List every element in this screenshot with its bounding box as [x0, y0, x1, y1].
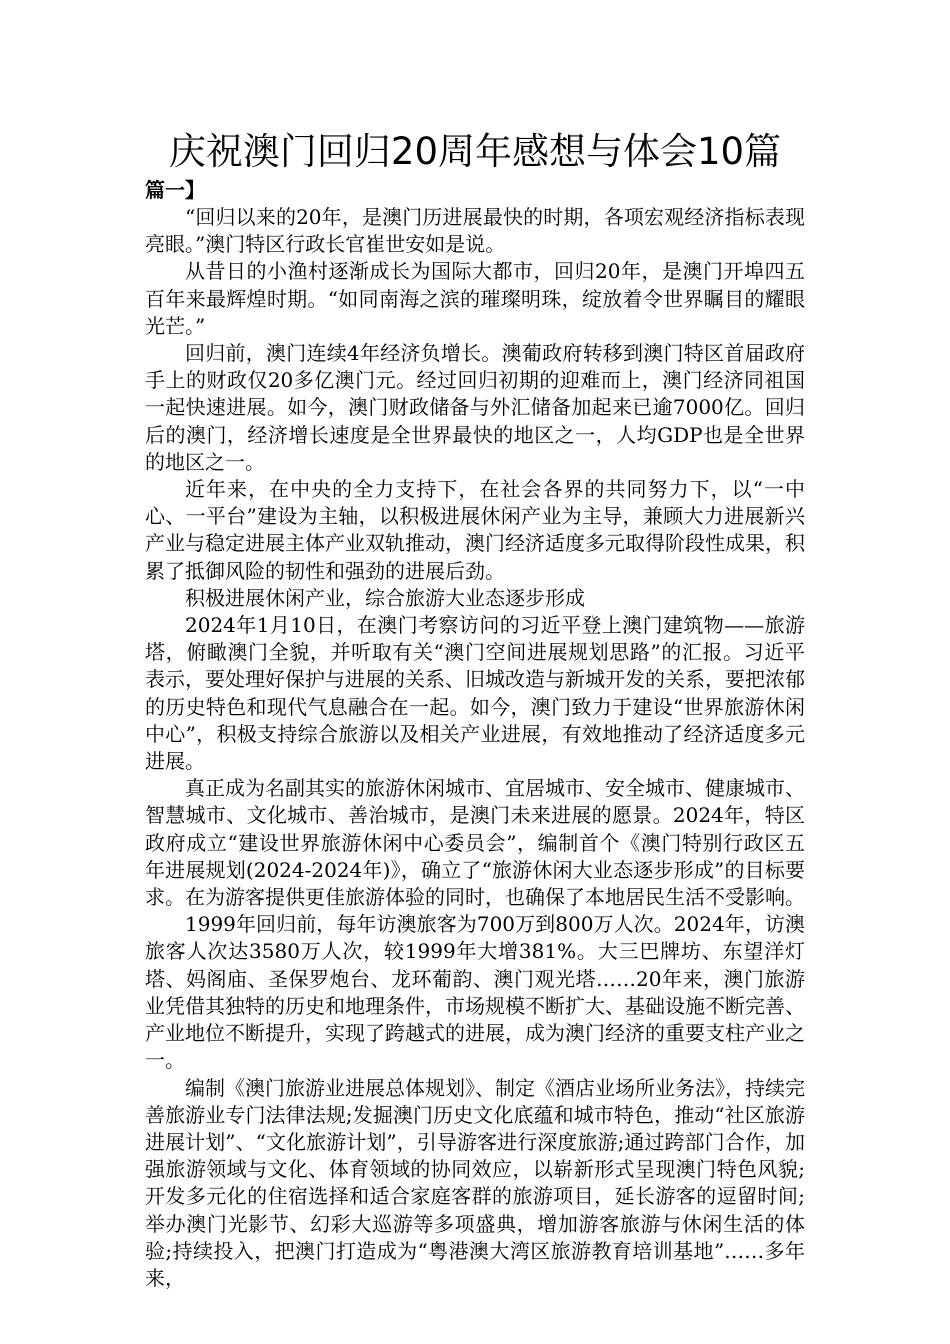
paragraph-7: 1999年回归前，每年访澳旅客为700万到800万人次。2024年，访澳旅客人次达3580万人次，较1999年大增381%。大三巴牌坊、东望洋灯塔、妈阁庙、圣保罗炮台、龙环葡韵、澳门观光塔……20年来，澳门旅游业凭借其独特的历史和地理条件，市场规模不断扩大、基础设施不断完善、产业地位不断提升，实现了跨越式的进展，成为澳门经济的重要支柱产业之一。 [145, 912, 805, 1073]
paragraph-8: 编制《澳门旅游业进展总体规划》、制定《酒店业场所业务法》，持续完善旅游业专门法律法规;发掘澳门历史文化底蕴和城市特色，推动“社区旅游进展计划”、“文化旅游计划”，引导游客进行深度旅游;通过跨部门合作，加强旅游领域与文化、体育领域的协同效应，以崭新形式呈现澳门特色风貌;开发多元化的住宿选择和适合家庭客群的旅游项目，延长游客的逗留时间;举办澳门光影节、幻彩大巡游等多项盛典，增加游客旅游与休闲生活的体验;持续投入，把澳门打造成为“粤港澳大湾区旅游教育培训基地”……多年来， [145, 1075, 805, 1290]
paragraph-5: 2024年1月10日，在澳门考察访问的习近平登上澳门建筑物——旅游塔，俯瞰澳门全貌，并听取有关“澳门空间进展规划思路”的汇报。习近平表示，要处理好保护与进展的关系、旧城改造与新城开发的关系，要把浓郁的历史特色和现代气息融合在一起。如今，澳门致力于建设“世界旅游休闲中心”，积极支持综合旅游以及相关产业进展，有效地推动了经济适度多元进展。 [145, 613, 805, 774]
paragraph-1: “回归以来的20年，是澳门历进展最快的时期，各项宏观经济指标表现亮眼。”澳门特区行政长官崔世安如是说。 [145, 205, 805, 257]
document-title: 庆祝澳门回归20周年感想与体会10篇 [168, 130, 782, 173]
paragraph-6: 真正成为名副其实的旅游休闲城市、宜居城市、安全城市、健康城市、智慧城市、文化城市、善治城市，是澳门未来进展的愿景。2024年，特区政府成立“建设世界旅游休闲中心委员会”，编制首个《澳门特别行政区五年进展规划(2024-2024年)》，确立了“旅游休闲大业态逐步形成”的目标要求。在为游客提供更佳旅游体验的同时，也确保了本地居民生活不受影响。 [145, 776, 805, 910]
paragraph-4: 近年来，在中央的全力支持下，在社会各界的共同努力下，以“一中心、一平台”建设为主轴，以积极进展休闲产业为主导，兼顾大力进展新兴产业与稳定进展主体产业双轨推动，澳门经济适度多元取得阶段性成果，积累了抵御风险的韧性和强劲的进展后劲。 [145, 477, 805, 583]
section-label: 篇一】 [145, 178, 205, 202]
document-page [145, 128, 805, 1292]
paragraph-3: 回归前，澳门连续4年经济负增长。澳葡政府转移到澳门特区首届政府手上的财政仅20多亿澳门元。经过回归初期的迎难而上，澳门经济同祖国一起快速进展。如今，澳门财政储备与外汇储备加起来已逾7000亿。回归后的澳门，经济增长速度是全世界最快的地区之一，人均GDP也是全世界的地区之一。 [145, 341, 805, 474]
paragraph-2: 从昔日的小渔村逐渐成长为国际大都市，回归20年，是澳门开埠四五百年来最辉煌时期。“如同南海之滨的璀璨明珠，绽放着令世界瞩目的耀眼光芒。” [145, 259, 805, 338]
subheading-leisure-industry: 积极进展休闲产业，综合旅游大业态逐步形成 [185, 585, 585, 610]
